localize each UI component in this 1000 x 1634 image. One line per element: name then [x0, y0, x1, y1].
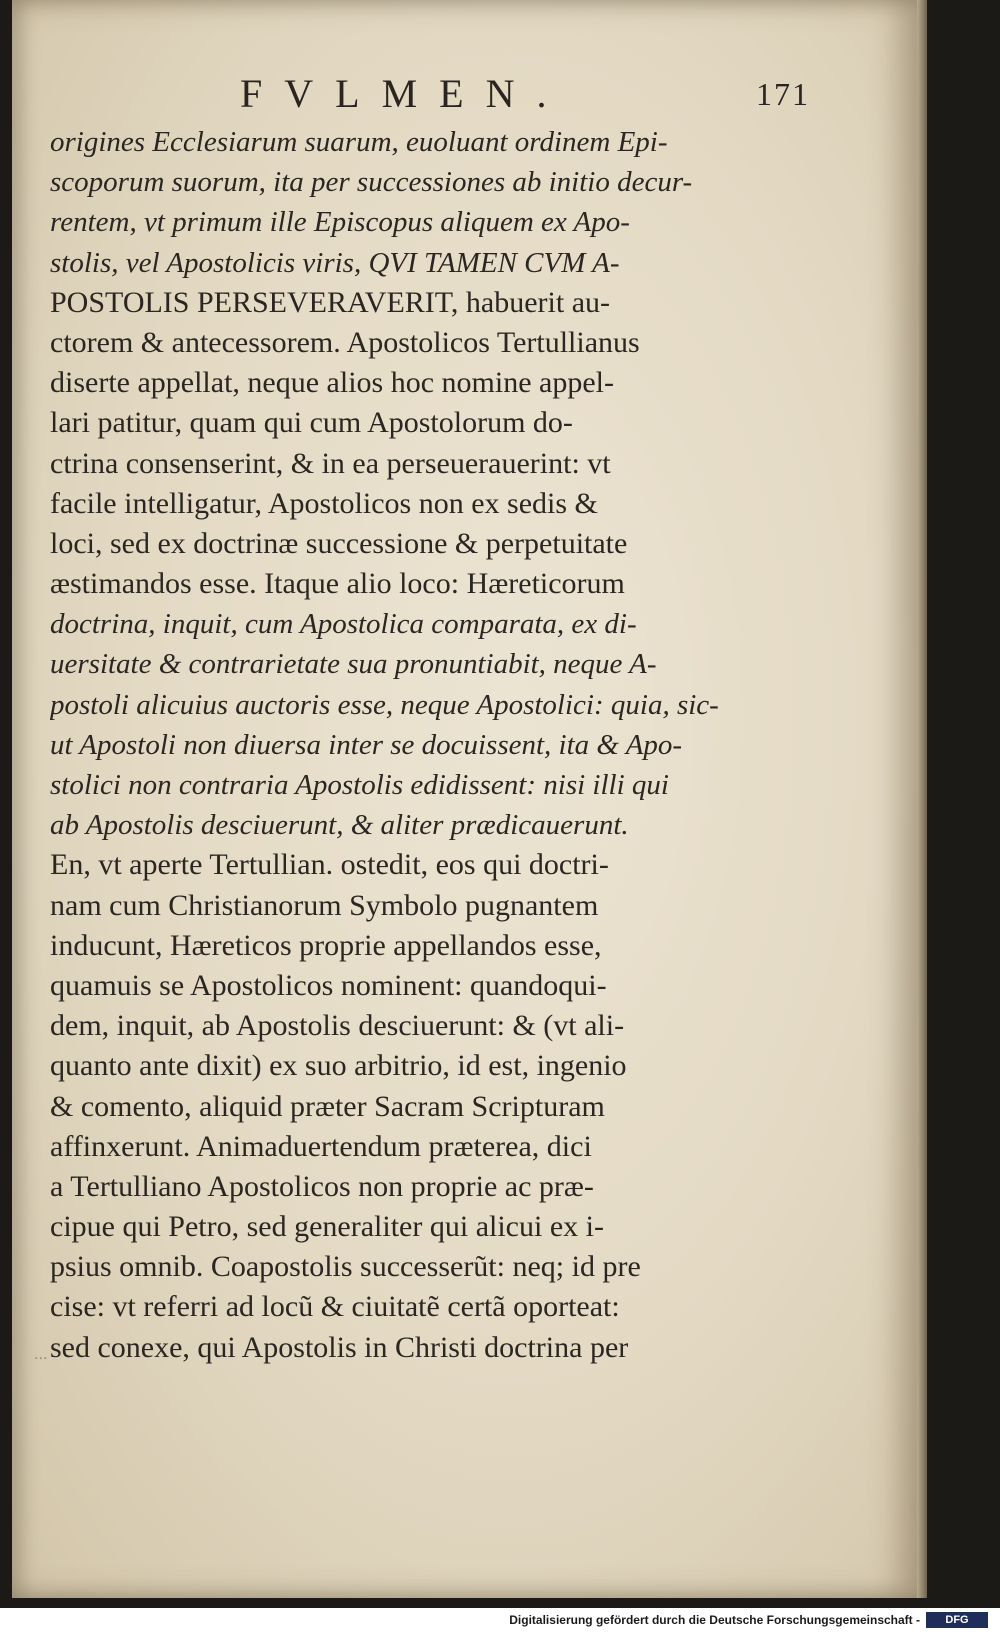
text-line: loci, sed ex doctrinæ successione & perpetuitate	[50, 526, 628, 560]
text-line: diserte appellat, neque alios hoc nomine appel-	[50, 366, 614, 400]
text-line: facile intelligatur, Apostolicos non ex sedis &	[50, 486, 598, 520]
text-line: psius omnib. Coapostolis successerũt: neq; id pre	[50, 1250, 641, 1284]
text-line: æstimandos esse. Itaque alio loco: Hæreticorum	[50, 567, 625, 601]
page-number: 171	[756, 76, 810, 112]
text-line: stolici non contraria Apostolis edidissent: nisi illi qui	[50, 769, 669, 801]
funding-credit: Digitalisierung gefördert durch die Deutsche Forschungsgemeinschaft -	[509, 1613, 920, 1627]
text-line: sed conexe, qui Apostolis in Christi doctrina per	[50, 1330, 629, 1364]
text-line: uersitate & contrarietate sua pronuntiabit, neque A-	[50, 648, 657, 681]
text-line: doctrina, inquit, cum Apostolica comparata, ex di-	[50, 608, 637, 641]
text-line: dem, inquit, ab Apostolis desciuerunt: & (vt ali-	[50, 1009, 625, 1043]
text-line: inducunt, Hæreticos proprie appellandos esse,	[50, 928, 602, 962]
text-line: a Tertulliano Apostolicos non proprie ac præ-	[50, 1169, 594, 1203]
text-line: origines Ecclesiarum suarum, euoluant ordinem Epi-	[50, 126, 668, 158]
text-line: nam cum Christianorum Symbolo pugnantem	[50, 888, 599, 922]
text-line: & comento, aliquid præter Sacram Scripturam	[50, 1089, 605, 1123]
text-line: scoporum suorum, ita per successiones ab initio decur-	[50, 166, 693, 199]
text-line: quamuis se Apostolicos nominent: quandoqui-	[50, 968, 607, 1002]
text-line: cipue qui Petro, sed generaliter qui alicui ex i-	[50, 1210, 604, 1244]
text-line: quanto ante dixit) ex suo arbitrio, id est, ingenio	[50, 1049, 627, 1083]
text-line: affinxerunt. Animaduertendum præterea, dici	[50, 1129, 592, 1163]
page-edge	[917, 0, 927, 1598]
text-line: ctrina consenserint, & in ea perseuerauerint: vt	[50, 446, 611, 480]
body-text	[50, 122, 790, 1368]
text-line: postoli alicuius auctoris esse, neque Apostolici: quia, sic-	[50, 688, 719, 721]
footer-bar	[0, 1608, 1000, 1634]
running-head	[40, 70, 810, 120]
text-line: ab Apostolis desciuerunt, & aliter prædicauerunt.	[50, 809, 629, 842]
bleed-through-text: ...	[34, 1353, 48, 1373]
text-line: ut Apostoli non diuersa inter se docuissent, ita & Apo-	[50, 728, 683, 761]
text-line: POSTOLIS PERSEVERAVERIT, habuerit au-	[50, 285, 610, 319]
dfg-logo: DFG	[926, 1612, 988, 1628]
text-line: rentem, vt primum ille Episcopus aliquem ex Apo-	[50, 206, 630, 239]
text-line: ctorem & antecessorem. Apostolicos Tertullianus	[50, 325, 640, 359]
text-line: En, vt aperte Tertullian. ostedit, eos qui doctri-	[50, 848, 609, 882]
text-line: cise: vt referri ad locũ & ciuitatẽ certã oporteat:	[50, 1290, 620, 1324]
running-title: FVLMEN.	[240, 71, 569, 116]
text-line: stolis, vel Apostolicis viris, QVI TAMEN CVM A-	[50, 246, 620, 279]
text-line: lari patitur, quam qui cum Apostolorum do-	[50, 406, 573, 440]
